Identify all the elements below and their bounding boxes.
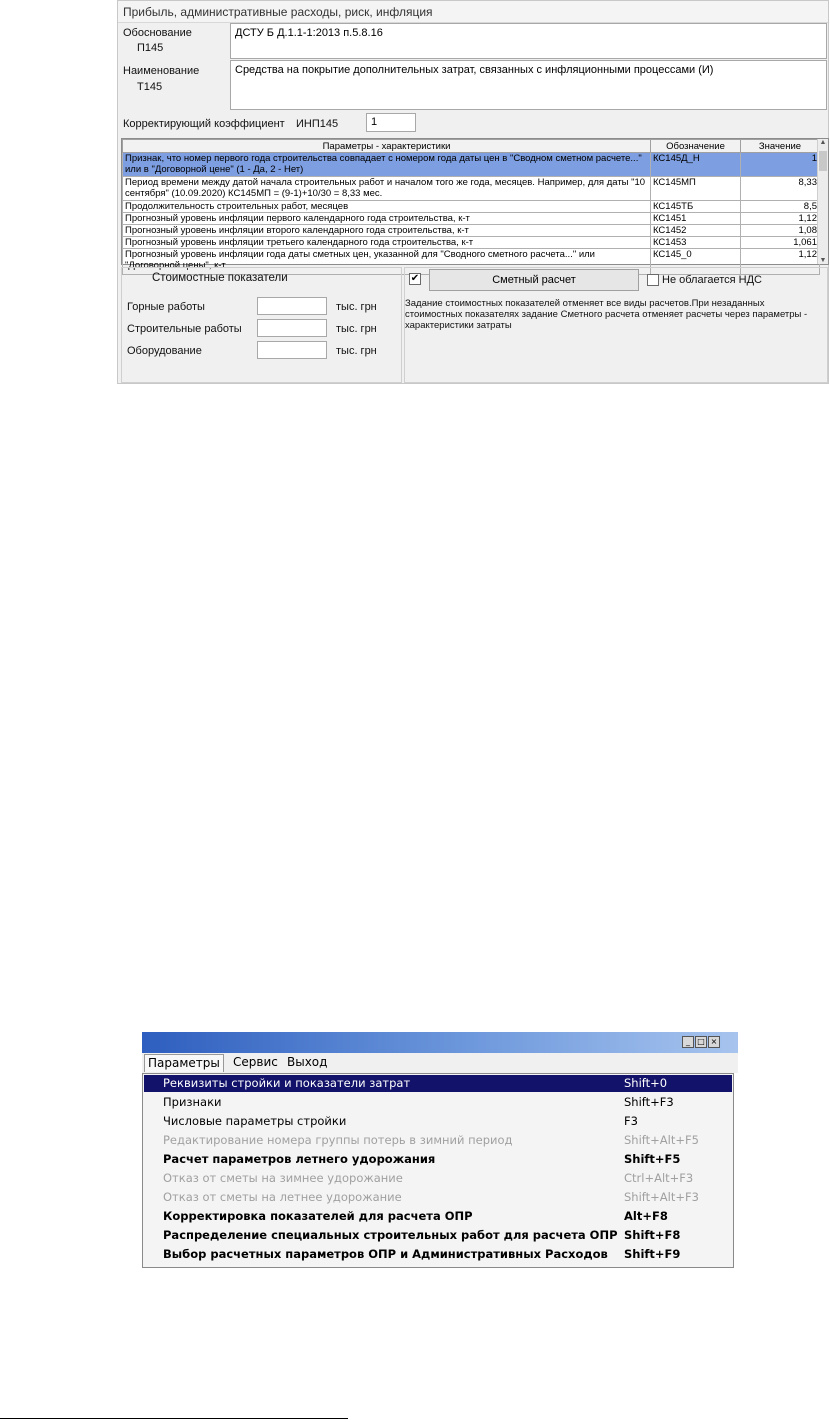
parameters-dropdown [142,1073,734,1268]
menu-item-opr-admin-params[interactable] [144,1246,732,1263]
menu-item-signs[interactable] [144,1094,732,1111]
param-cell: Прогнозный уровень инфляции года даты сметных цен, указанной для "Сводного сметного расчета..." или "Договорной цены", к-т [123,249,651,275]
menu-item-summer-cost-calc[interactable] [144,1151,732,1168]
menu-item-label: Числовые параметры стройки [163,1114,347,1128]
vat-label: Не облагается НДС [662,274,762,286]
table-row[interactable] [123,225,820,237]
menu-item-shortcut: Shift+F3 [624,1095,674,1109]
window-title-bar [118,1,828,23]
minimize-icon[interactable]: _ [682,1036,694,1048]
estimate-checkbox[interactable]: ✔ [410,273,420,284]
table-row[interactable] [123,153,820,177]
coef-code: ИНП145 [296,118,339,130]
vat-checkbox[interactable] [647,274,659,286]
inflation-params-window [117,0,829,384]
menu-item-special-works-distribution[interactable] [144,1227,732,1244]
mining-works-input[interactable] [257,297,327,315]
menu-item-shortcut: Shift+F9 [624,1247,681,1261]
menu-item-numeric-params[interactable] [144,1113,732,1130]
menu-item-label: Признаки [163,1095,222,1109]
estimate-panel [404,267,828,383]
scroll-down-icon[interactable]: ▼ [819,257,827,264]
menu-item-label: Отказ от сметы на летнее удорожание [163,1190,402,1204]
menu-bar [142,1053,738,1073]
menu-item-label: Распределение специальных строительных работ для расчета ОПР [163,1228,618,1242]
coef-label: Корректирующий коэффициент [123,118,285,130]
menu-item-refuse-winter [144,1170,732,1187]
footnote-separator [0,1418,348,1419]
code-cell: КС1453 [651,237,741,249]
name-field[interactable]: Средства на покрытие дополнительных затрат, связанных с инфляционными процессами (И) [230,60,827,110]
value-cell[interactable]: 8,5 [741,201,820,213]
name-code: Т145 [137,81,163,93]
menu-item-shortcut: Shift+Alt+F3 [624,1190,699,1204]
cost-note-text: Задание стоимостных показателей отменяет все виды расчетов.При незаданных стоимостных показателях задание Сметного расчета отменяет расчеты через параметры - характеристики затраты [405,298,808,331]
estimate-button[interactable]: Сметный расчет [429,269,639,291]
menu-item-shortcut: Shift+F8 [624,1228,681,1242]
cost-indicators-panel [121,267,402,383]
equipment-input[interactable] [257,341,327,359]
mining-works-label: Горные работы [127,301,205,313]
menu-item-shortcut: Ctrl+Alt+F3 [624,1171,694,1185]
menu-item-shortcut: Shift+0 [624,1076,668,1090]
coef-input[interactable]: 1 [366,113,416,132]
params-table [121,138,829,271]
menu-item-shortcut: F3 [624,1114,638,1128]
col-header-code[interactable]: Обозначение [651,140,741,153]
menu-item-shortcut: Alt+F8 [624,1209,668,1223]
value-cell[interactable]: 8,33 [741,177,820,201]
col-header-value[interactable]: Значение [741,140,820,153]
table-row[interactable] [123,237,820,249]
table-row[interactable] [123,213,820,225]
param-cell: Признак, что номер первого года строительства совпадает с номером года даты цен в "Сводном сметном расчете..." или в "Договорной цене" (1 - Да, 2 - Нет) [123,153,651,177]
justification-code: П145 [137,42,164,54]
window-title: Прибыль, административные расходы, риск, инфляция [123,5,433,19]
param-cell: Прогнозный уровень инфляции третьего календарного года строительства, к-т [123,237,651,249]
value-cell[interactable]: 1,12 [741,213,820,225]
menu-parameters[interactable]: Параметры [144,1054,224,1072]
equipment-label: Оборудование [127,345,202,357]
scroll-thumb[interactable] [819,151,827,171]
table-row[interactable] [123,201,820,213]
parameters-menu-window [142,1032,738,1268]
param-cell: Прогнозный уровень инфляции второго календарного года строительства, к-т [123,225,651,237]
code-cell: КС145_0 [651,249,741,275]
menu-item-label: Отказ от сметы на зимнее удорожание [163,1171,403,1185]
menu-item-shortcut: Shift+Alt+F5 [624,1133,699,1147]
construction-works-unit: тыс. грн [336,323,377,335]
menu-item-winter-loss-group [144,1132,732,1149]
code-cell: КС1452 [651,225,741,237]
param-cell: Период времени между датой начала строительных работ и началом того же года, месяцев. Например, для даты "10 сентября" (10.09.2020) КС145МП = (9-1)+10/30 = 8,33 мес. [123,177,651,201]
close-icon[interactable]: × [708,1036,720,1048]
table-row[interactable] [123,177,820,201]
menu-item-label: Редактирование номера группы потерь в зимний период [163,1133,513,1147]
value-cell[interactable]: 1 [741,153,820,177]
menu-exit[interactable]: Выход [287,1055,328,1069]
equipment-unit: тыс. грн [336,345,377,357]
param-cell: Продолжительность строительных работ, месяцев [123,201,651,213]
table-header-row [123,140,820,153]
construction-works-label: Строительные работы [127,323,242,335]
justification-field[interactable]: ДСТУ Б Д.1.1-1:2013 п.5.8.16 [230,23,827,59]
menu-item-label: Расчет параметров летнего удорожания [163,1152,436,1166]
construction-works-input[interactable] [257,319,327,337]
menu-item-label: Реквизиты стройки и показатели затрат [163,1076,411,1090]
window-title-bar [142,1032,738,1053]
param-cell: Прогнозный уровень инфляции первого календарного года строительства, к-т [123,213,651,225]
code-cell: КС145Д_Н [651,153,741,177]
scroll-up-icon[interactable]: ▲ [819,139,827,146]
value-cell[interactable]: 1,12 [741,249,820,275]
menu-item-label: Корректировка показателей для расчета ОПР [163,1209,473,1223]
menu-item-shortcut: Shift+F5 [624,1152,681,1166]
code-cell: КС145ТБ [651,201,741,213]
menu-item-requisites[interactable] [144,1075,732,1092]
col-header-params[interactable]: Параметры - характеристики [123,140,651,153]
name-label: Наименование [123,65,200,77]
mining-works-unit: тыс. грн [336,301,377,313]
code-cell: КС1451 [651,213,741,225]
menu-service[interactable]: Сервис [233,1055,278,1069]
value-cell[interactable]: 1,061 [741,237,820,249]
maximize-icon[interactable]: □ [695,1036,707,1048]
menu-item-label: Выбор расчетных параметров ОПР и Административных Расходов [163,1247,608,1261]
justification-label: Обоснование [123,27,192,39]
menu-item-refuse-summer [144,1189,732,1206]
value-cell[interactable]: 1,08 [741,225,820,237]
code-cell: КС145МП [651,177,741,201]
menu-item-opr-correction[interactable] [144,1208,732,1225]
cost-panel-title: Стоимостные показатели [152,272,288,284]
table-scrollbar[interactable] [817,139,828,264]
